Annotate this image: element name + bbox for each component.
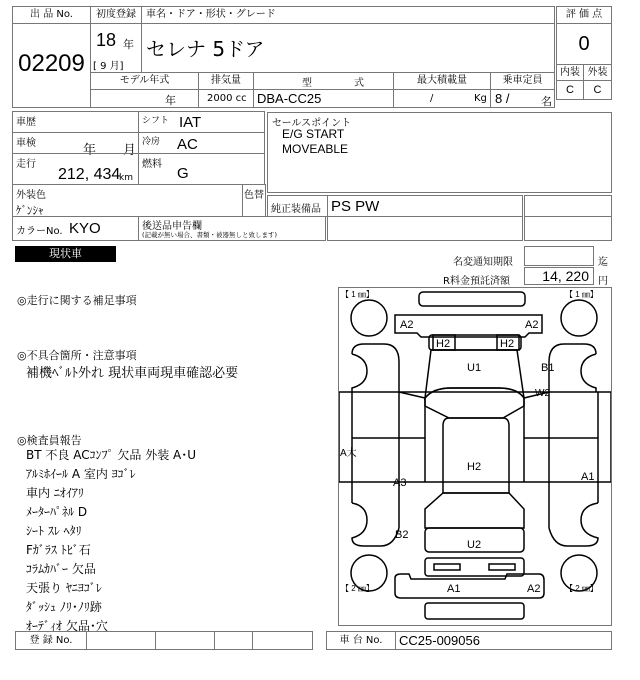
mileage-unit: km <box>119 173 133 183</box>
inspector-line: 天張り ﾔﾆﾖｺﾞﾚ <box>26 581 102 595</box>
displacement-label: 排気量 <box>211 75 241 86</box>
reg-no-cell-1 <box>86 631 156 650</box>
interior-header <box>556 64 584 81</box>
ac-cell <box>138 132 265 154</box>
sales-point-label: セールスポイント <box>272 118 352 129</box>
max-load-label: 最大積載量 <box>417 75 467 86</box>
mark-rear-bumper-right: A2 <box>527 583 541 595</box>
exterior-grade: C <box>593 84 602 96</box>
front-bumper <box>395 315 542 337</box>
mark-hood: U1 <box>467 362 482 374</box>
mark-front-bumper-right: A2 <box>525 319 539 331</box>
color-value: ｹﾞﾝｼｬ <box>16 204 44 217</box>
inspection-label: 車検 <box>16 138 36 149</box>
car-name-cell <box>141 23 555 73</box>
name-change-input[interactable] <box>524 246 594 266</box>
recycle-value: 14, 220 <box>542 268 589 284</box>
chassis-value-cell <box>395 631 612 650</box>
exterior-header <box>583 64 612 81</box>
driving-notes-header: ◎走行に関する補足事項 <box>17 294 137 307</box>
interior-grade-cell <box>556 80 584 100</box>
reg-no-cell-2 <box>155 631 215 650</box>
car-diagram-svg <box>339 288 611 625</box>
rear-light-left <box>434 564 460 570</box>
capacity-header <box>490 72 555 90</box>
sales-point-cell <box>267 112 612 193</box>
model-year-unit: 年 <box>165 94 176 107</box>
history-cell <box>12 111 139 133</box>
max-load-header <box>393 72 491 90</box>
mileage-label: 走行 <box>16 159 36 170</box>
equipment-value: PS PW <box>331 198 380 215</box>
lot-no-cell <box>12 23 91 108</box>
mark-headlight-left: H2 <box>436 338 451 350</box>
inspection-year-unit: 年 <box>83 143 97 158</box>
tire-label-front-left: 【 1 ㎜】 <box>341 290 374 299</box>
fuel-label: 燃料 <box>142 159 162 170</box>
capacity-value: 8 / <box>495 91 510 106</box>
max-load-value: / <box>430 93 434 104</box>
chassis-label: 車 台 No. <box>339 635 383 646</box>
recycle-cell <box>524 267 594 285</box>
mark-roof: H2 <box>467 461 482 473</box>
recycle-label: R料金預託済額 <box>443 276 510 287</box>
type-label-2: 式 <box>354 78 364 89</box>
sales-point-2: MOVEABLE <box>282 142 349 156</box>
inspector-line: ｺﾗﾑｶﾊﾞｰ 欠品 <box>26 562 96 576</box>
name-change-suffix: 迄 <box>598 257 608 268</box>
inspector-line: ﾒｰﾀｰﾊﾟﾈﾙ D <box>26 505 88 519</box>
shift-label: シフト <box>142 116 170 126</box>
inspector-line: ｱﾙﾐﾎｲｰﾙ A 室内 ﾖｺﾞﾚ <box>26 467 136 481</box>
defects-text: 補機ﾍﾞﾙﾄ外れ 現状車両現車確認必要 <box>26 366 239 381</box>
displacement-cell <box>198 89 254 108</box>
car-diagram <box>338 287 612 626</box>
lot-no-value: 02209 <box>18 50 85 77</box>
capacity-cell <box>490 89 555 108</box>
type-header <box>253 72 394 90</box>
car-name-header <box>141 6 555 24</box>
type-cell <box>253 89 394 108</box>
ac-label: 冷房 <box>142 137 161 147</box>
score-cell <box>556 23 612 65</box>
mark-rear-bumper-center: A1 <box>447 583 461 595</box>
rear-fender-right <box>549 503 598 546</box>
mark-side-left-big: A大 <box>340 448 357 459</box>
first-reg-year-unit: 年 <box>123 38 134 51</box>
front-fender-left <box>352 344 425 398</box>
inspector-line: ﾀﾞｯｼｭ ﾉﾘ･ﾉﾘ跡 <box>26 600 102 614</box>
type-value: DBA-CC25 <box>257 91 322 106</box>
displacement-header <box>198 72 254 90</box>
first-reg-year: 18 <box>96 30 117 50</box>
rear-window <box>425 493 524 528</box>
recycle-unit: 円 <box>598 276 608 287</box>
mark-trunk: U2 <box>467 539 482 551</box>
condition-badge <box>15 246 116 262</box>
inspector-notes <box>26 446 196 636</box>
tire-front-right <box>561 300 597 336</box>
interior-grade: C <box>566 84 574 96</box>
displacement-value: 2000 cc <box>207 93 247 104</box>
fuel-cell <box>138 153 265 185</box>
max-load-cell <box>393 89 491 108</box>
front-grille <box>419 292 525 306</box>
score-value: 0 <box>578 33 590 55</box>
condition-badge-text: 現状車 <box>49 247 82 260</box>
car-name-label: 車名・ドア・形状・グレード <box>146 9 276 20</box>
name-change-label: 名変通知期限 <box>453 257 513 268</box>
score-label: 評 価 点 <box>565 9 603 20</box>
type-label: 型 <box>302 78 312 89</box>
mileage-value: 212, 434 <box>58 166 121 183</box>
ac-value: AC <box>177 136 198 153</box>
inspection-month-unit: 月 <box>123 143 137 158</box>
equipment-label: 純正装備品 <box>271 204 321 215</box>
lot-no-label: 出 品 No. <box>30 9 73 20</box>
inspector-line: Fｶﾞﾗｽ ﾄﾋﾞ石 <box>26 543 91 557</box>
color-no-value: KYO <box>69 220 101 237</box>
score-header <box>556 6 612 24</box>
post-items-label: 後送品申告欄 <box>142 221 202 232</box>
lot-no-header <box>12 6 91 24</box>
mark-side-right: A1 <box>581 471 595 483</box>
sales-point-1: E/G START <box>282 127 345 141</box>
mark-headlight-right: H2 <box>500 338 515 350</box>
first-reg-label: 初度登録 <box>96 9 136 20</box>
reg-no-label: 登 録 No. <box>29 635 73 646</box>
model-year-label: モデル年式 <box>119 75 170 86</box>
mark-pillar-right: W2 <box>535 388 550 399</box>
mark-rear-fender-left: B2 <box>395 529 409 541</box>
reg-no-cell-4 <box>252 631 313 650</box>
color-change-label: 色替 <box>244 190 264 201</box>
inspector-header: ◎検査員報告 <box>17 434 82 447</box>
inspector-line: ｵｰﾃﾞｨｵ 欠品･穴 <box>26 619 108 633</box>
reg-no-label-cell <box>15 631 87 650</box>
equipment-label-cell <box>267 195 328 217</box>
history-label: 車歴 <box>16 117 36 128</box>
rear-fender-left <box>352 503 399 546</box>
color-no-label: カラーNo. <box>16 226 63 237</box>
inspector-line: BT 不良 ACｺﾝﾌﾟ 欠品 外装 A･U <box>26 448 197 462</box>
inspector-line: ｼｰﾄ ｽﾚ ﾍﾀﾘ <box>26 524 82 538</box>
tire-label-rear-right: 【 2 ㎜】 <box>565 584 598 593</box>
capacity-unit: 名 <box>541 95 552 108</box>
first-reg-month: [ 9 月] <box>93 61 124 72</box>
shift-cell <box>138 111 265 133</box>
tire-label-rear-left: 【 2 ㎜】 <box>341 584 374 593</box>
capacity-label: 乗車定員 <box>502 75 543 86</box>
mark-front-bumper-left: A2 <box>400 319 414 331</box>
tire-label-front-right: 【 1 ㎜】 <box>565 290 598 299</box>
color-no-cell <box>12 216 139 241</box>
car-name-value: セレナ 5ドア <box>146 37 265 61</box>
mark-front-fender-right: B1 <box>541 362 555 374</box>
color-label: 外装色 <box>16 190 46 201</box>
fuel-value: G <box>177 165 189 182</box>
post-items-cell <box>138 216 326 241</box>
inspector-line: 車内 ﾆｵｲｱﾘ <box>26 486 84 500</box>
chassis-value: CC25-009056 <box>399 633 480 648</box>
equipment-row2-extra-cell <box>524 216 612 241</box>
rear-light-right <box>489 564 515 570</box>
exterior-label: 外装 <box>587 67 608 78</box>
exterior-grade-cell <box>583 80 612 100</box>
rear-bumper <box>395 574 544 598</box>
rear-step <box>425 603 524 619</box>
max-load-unit: Kg <box>474 93 487 104</box>
equipment-value-cell <box>327 195 523 217</box>
color-cell <box>12 184 243 217</box>
color-change-cell <box>242 184 266 217</box>
shift-value: IAT <box>179 114 202 131</box>
model-year-header <box>90 72 199 90</box>
equipment-extra-cell <box>524 195 612 217</box>
model-year-cell <box>90 89 199 108</box>
interior-label: 内装 <box>560 67 580 78</box>
equipment-row2-cell <box>327 216 523 241</box>
mark-side-left: A3 <box>393 477 407 489</box>
first-reg-cell <box>90 23 142 73</box>
tire-front-left <box>351 300 387 336</box>
defects-header: ◎不具合箇所・注意事項 <box>17 349 137 362</box>
chassis-label-cell <box>326 631 396 650</box>
first-reg-header <box>90 6 142 24</box>
mileage-cell <box>12 153 139 185</box>
post-items-note: (記載が無い場合、書類・被器無しと致します) <box>142 231 278 239</box>
reg-no-cell-3 <box>214 631 253 650</box>
hood <box>425 350 524 398</box>
inspection-cell <box>12 132 139 158</box>
